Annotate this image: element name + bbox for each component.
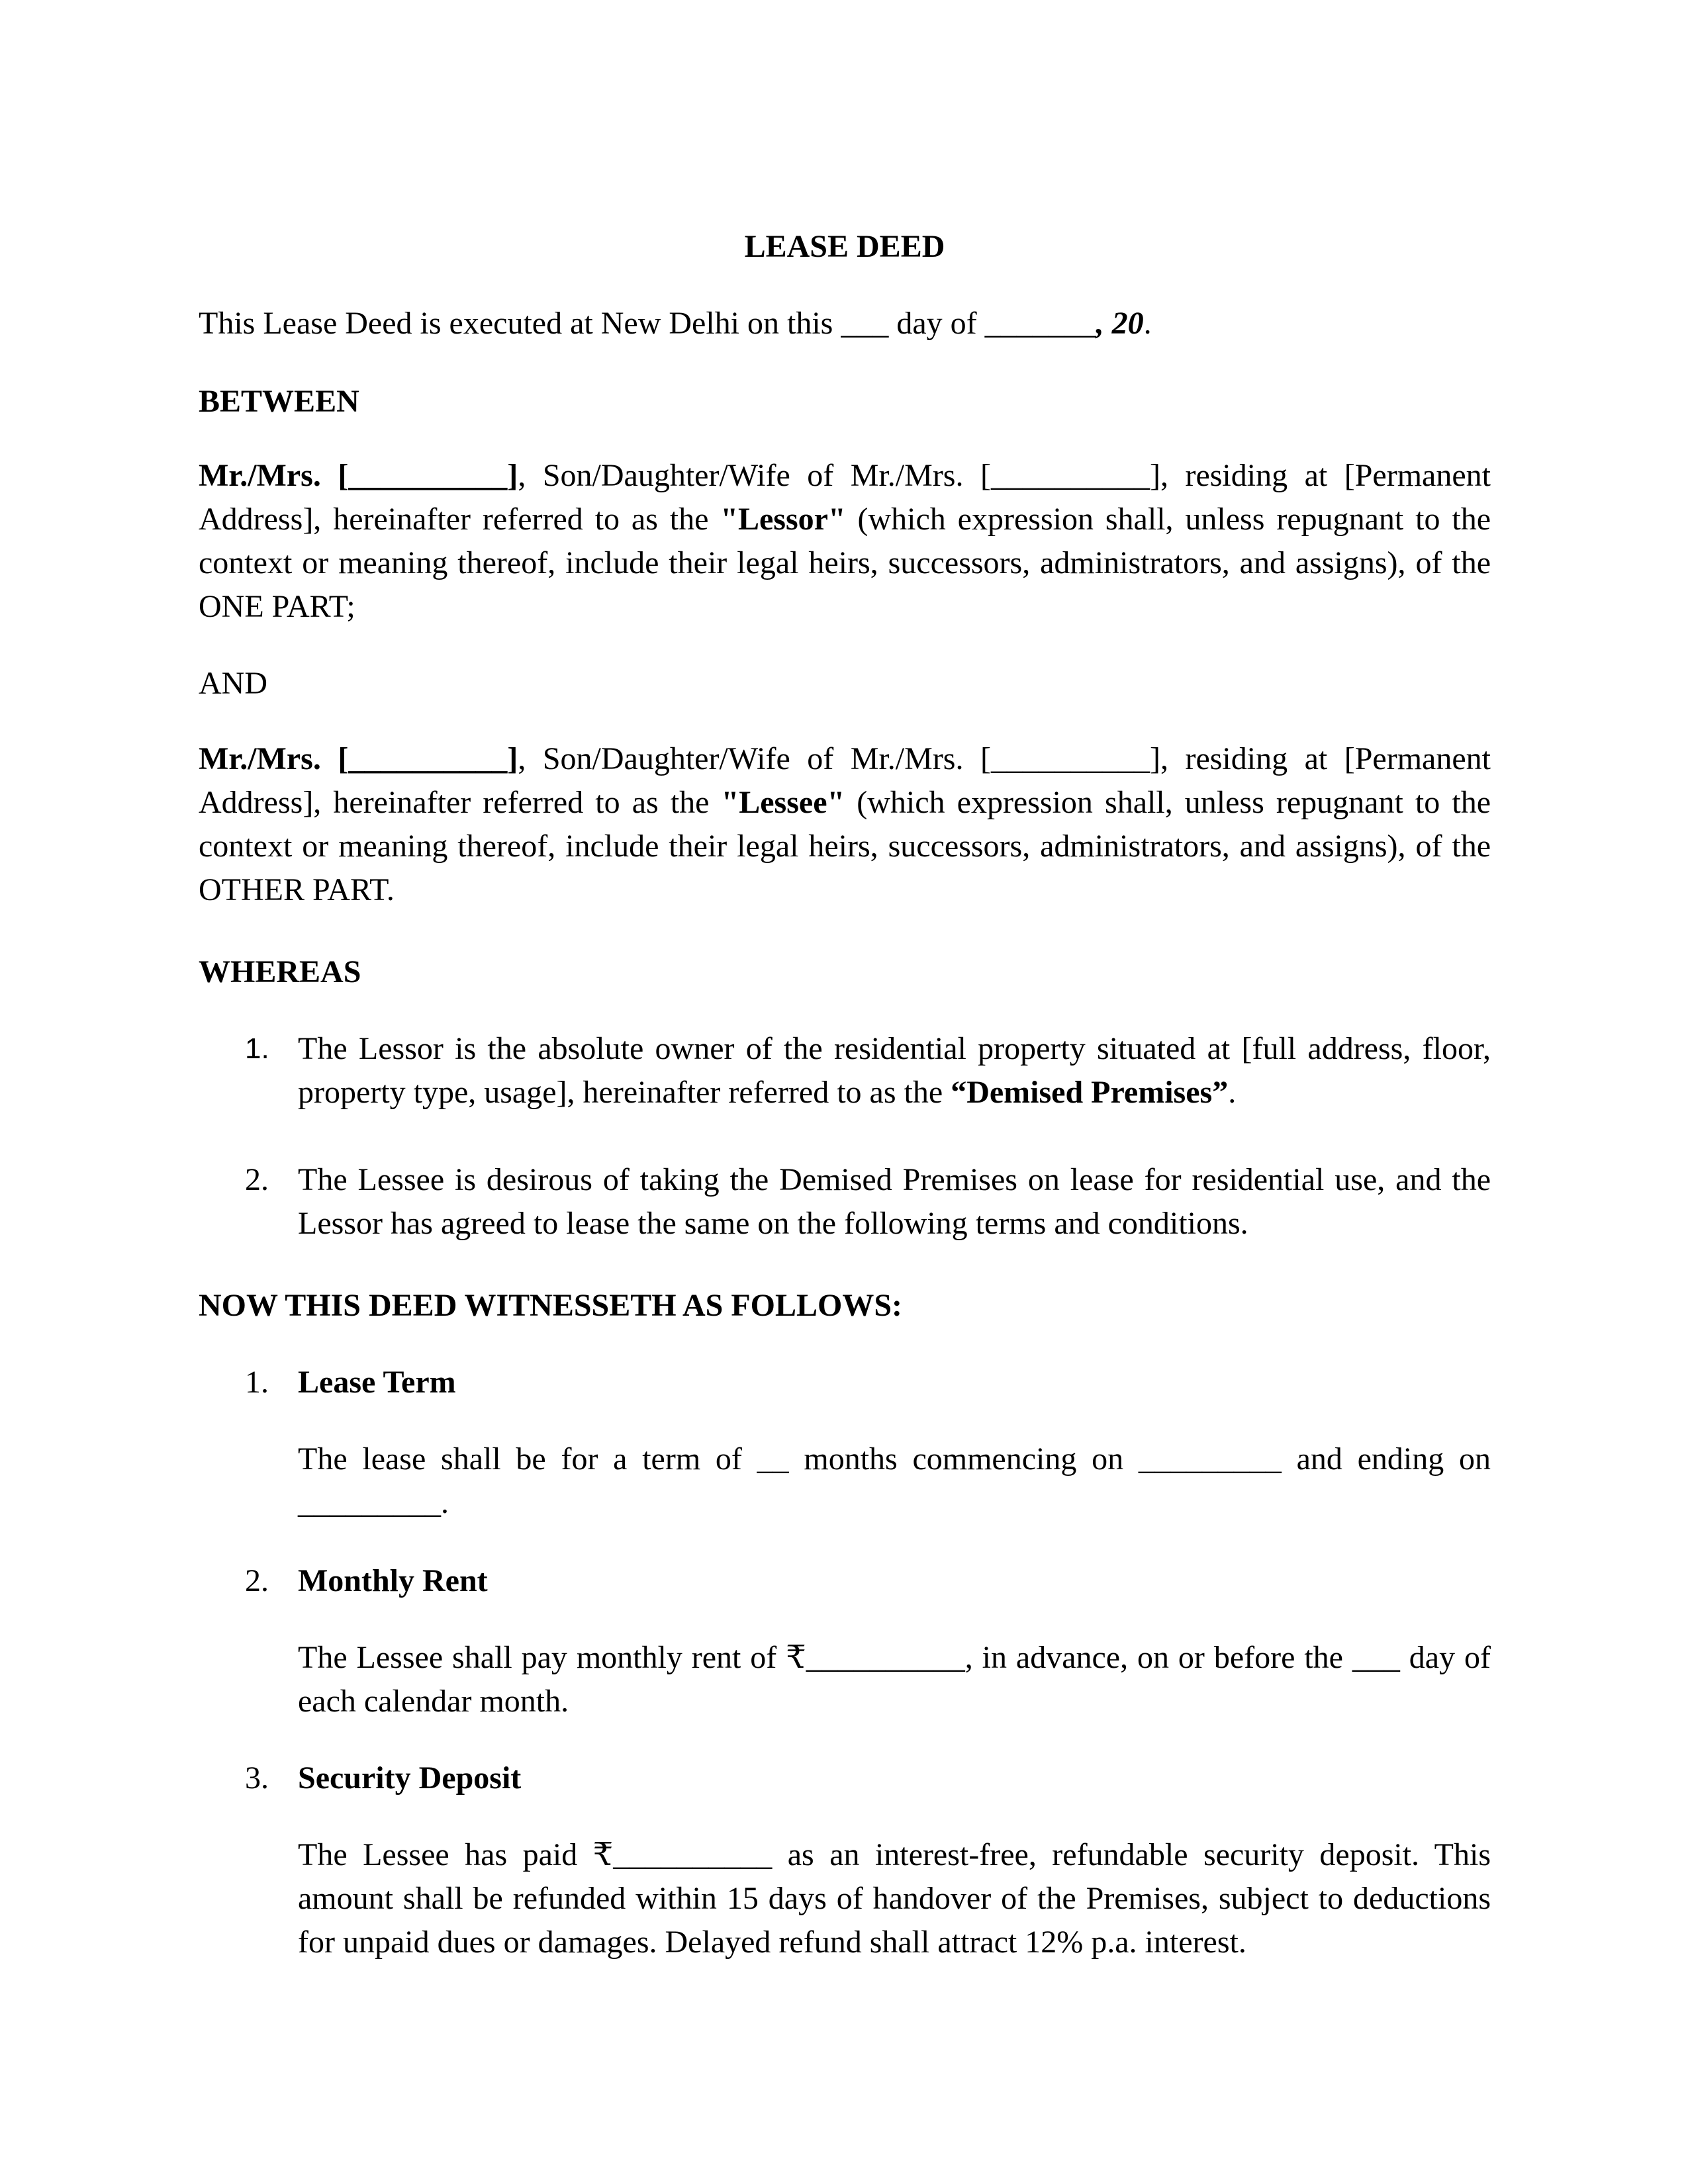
whereas-heading: WHEREAS — [199, 954, 361, 989]
demised-premises-term: “Demised Premises” — [951, 1075, 1229, 1110]
between-heading: BETWEEN — [199, 384, 359, 419]
clause-heading-row — [199, 1756, 1491, 1800]
clause-number: 1. — [245, 1365, 269, 1400]
witnesseth-heading: NOW THIS DEED WITNESSETH AS FOLLOWS: — [199, 1288, 903, 1323]
intro-paragraph — [199, 302, 1491, 345]
clause-heading-row — [199, 1559, 1491, 1603]
clause-text: The Lessee shall pay monthly rent of ₹__________, in advance, on or before the ___ day of each calendar month. — [298, 1640, 1491, 1719]
whereas-item-number: 1. — [245, 1032, 269, 1065]
whereas-item — [199, 1027, 1491, 1115]
whereas-item-number: 2. — [245, 1162, 269, 1197]
clause-number: 2. — [245, 1563, 269, 1598]
intro-year: , 20 — [1096, 306, 1144, 341]
intro-text: This Lease Deed is executed at New Delhi on this ___ day of _______ — [199, 306, 1096, 341]
lessor-text-2: (which expression shall, unless repugnant to the context or meaning thereof, include their legal heirs, successors, administrators, and assigns), of the ONE PART; — [199, 502, 1491, 624]
lessor-paragraph — [199, 454, 1491, 629]
lessee-role: "Lessee" — [721, 785, 845, 820]
clause-heading: Security Deposit — [298, 1760, 522, 1796]
clause-number: 3. — [245, 1760, 269, 1796]
clause-heading-row — [199, 1361, 1491, 1404]
whereas-item-end: . — [1228, 1075, 1237, 1110]
lessee-text-1: , Son/Daughter/Wife of Mr./Mrs. [__________], residing at [Permanent Address], hereinafter referred to as the — [199, 741, 1491, 820]
whereas-item-text: The Lessee is desirous of taking the Demised Premises on lease for residential use, and the Lessor has agreed to lease the same on the following terms and conditions. — [298, 1162, 1491, 1241]
lessee-name: Mr./Mrs. [__________] — [199, 741, 518, 776]
clause-text: The lease shall be for a term of __ months commencing on _________ and ending on _________. — [298, 1441, 1491, 1520]
lessor-name: Mr./Mrs. [__________] — [199, 458, 518, 493]
clause-heading: Lease Term — [298, 1365, 456, 1400]
lessor-text-1: , Son/Daughter/Wife of Mr./Mrs. [__________], residing at [Permanent Address], hereinafter referred to as the — [199, 458, 1491, 537]
intro-end: . — [1143, 306, 1152, 341]
lessee-paragraph — [199, 737, 1491, 912]
whereas-item-text: The Lessor is the absolute owner of the residential property situated at [full address, floor, property type, usage], hereinafter referred to as the — [298, 1031, 1491, 1110]
and-text: AND — [199, 666, 267, 701]
document-page — [199, 225, 1491, 1964]
clause-text: The Lessee has paid ₹__________ as an interest-free, refundable security deposit. This amount shall be refunded within 15 days of handover of the Premises, subject to deductions for unpaid dues or damages. Delayed refund shall attract 12% p.a. interest. — [298, 1837, 1491, 1960]
lessee-text-2: (which expression shall, unless repugnant to the context or meaning thereof, include their legal heirs, successors, administrators, and assigns), of the OTHER PART. — [199, 785, 1491, 907]
lessor-role: "Lessor" — [720, 502, 846, 537]
document-title: LEASE DEED — [744, 229, 945, 264]
clause-heading: Monthly Rent — [298, 1563, 488, 1598]
whereas-item — [199, 1158, 1491, 1246]
